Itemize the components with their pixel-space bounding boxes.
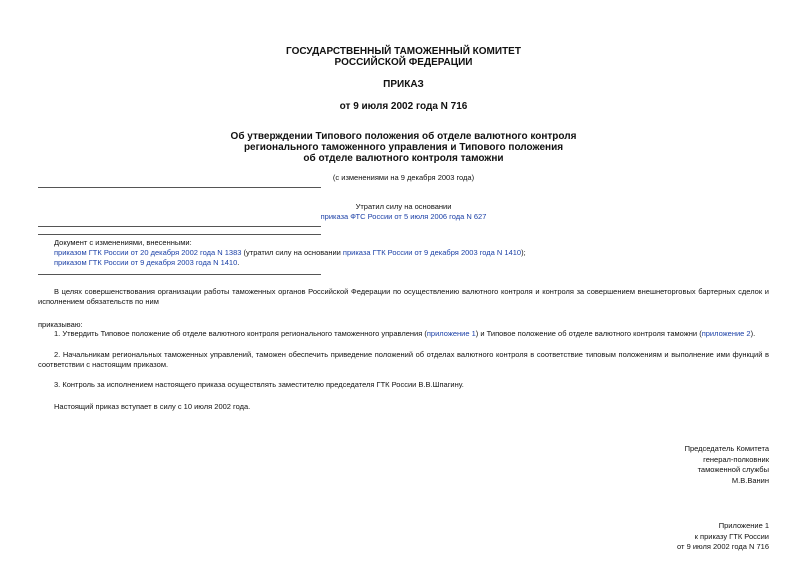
invalidated-text: Утратил силу на основании <box>355 202 452 211</box>
signature-position: Председатель Комитета <box>684 444 769 453</box>
amendment-item-1-end: ); <box>521 248 526 257</box>
amendment-item-2 <box>54 258 769 267</box>
divider <box>38 226 321 227</box>
appendix-title: Приложение 1 <box>718 521 769 530</box>
paragraph-1 <box>38 329 769 339</box>
amendment-link-1410b[interactable]: приказом ГТК России от 9 декабря 2003 года N 1410 <box>54 258 238 267</box>
order-word: приказываю: <box>38 320 83 329</box>
doc-title-line3: об отделе валютного контроля таможни <box>303 153 504 164</box>
paragraph-3: 3. Контроль за исполнением настоящего приказа осуществлять заместителю председателя ГТК России В.В.Шпагину. <box>54 380 464 389</box>
appendix-ref: к приказу ГТК России <box>694 531 769 541</box>
appendix-date: от 9 июля 2002 года N 716 <box>677 542 769 551</box>
divider <box>38 234 321 235</box>
amendment-link-1410a[interactable]: приказа ГТК России от 9 декабря 2003 года N 1410 <box>342 248 522 257</box>
amendment-item-2-end: . <box>237 258 240 267</box>
appendix-reference <box>677 521 769 553</box>
signature-block <box>685 444 769 486</box>
org-name-line2: РОССИЙСКОЙ ФЕДЕРАЦИИ <box>334 57 473 68</box>
paragraph-1-mid: ) и Типовое положение об отделе валютного контроля таможни ( <box>475 329 702 338</box>
paragraph-4: Настоящий приказ вступает в силу с 10 июля 2002 года. <box>54 402 251 411</box>
signature-rank: генерал-полковник <box>703 454 769 464</box>
doc-type: ПРИКАЗ <box>383 79 424 90</box>
amendments-block <box>54 238 769 267</box>
doc-title-line1: Об утверждении Типового положения об отделе валютного контроля <box>230 131 577 142</box>
invalidated-link-wrap <box>0 212 807 221</box>
invalidated-link[interactable]: приказа ФТС России от 5 июля 2006 года N 627 <box>320 212 487 221</box>
divider <box>38 274 321 275</box>
amendments-intro: Документ с изменениями, внесенными: <box>54 238 192 247</box>
revision-note: (с изменениями на 9 декабря 2003 года) <box>332 173 475 182</box>
paragraph-2: 2. Начальникам региональных таможенных управлений, таможен обеспечить приведение положений об отделах валютного контроля в соответствие типовым положениям и выполнение ими функций в соответствии с настоящим приказом. <box>38 350 769 369</box>
doc-title-line2: регионального таможенного управления и Типового положения <box>243 142 564 153</box>
preamble: В целях совершенствования организации работы таможенных органов Российской Федерации по осуществлению валютного контроля и контроля за совершением внешнеторговых бартерных сделок и исполнением обязательств по ним <box>38 287 769 306</box>
divider <box>38 187 321 188</box>
amendment-item-1-mid: (утратил силу на основании <box>241 248 343 257</box>
paragraph-1-start: 1. Утвердить Типовое положение об отделе валютного контроля регионального таможенного управления ( <box>54 329 427 338</box>
doc-date: от 9 июля 2002 года N 716 <box>339 101 468 112</box>
paragraph-1-end: ). <box>750 329 756 338</box>
appendix-1-link[interactable]: приложение 1 <box>426 329 476 338</box>
org-name-line1: ГОСУДАРСТВЕННЫЙ ТАМОЖЕННЫЙ КОМИТЕТ <box>286 46 521 57</box>
amendment-link-1383[interactable]: приказом ГТК России от 20 декабря 2002 года N 1383 <box>54 248 242 257</box>
amendment-item-1 <box>54 248 769 257</box>
appendix-2-link[interactable]: приложение 2 <box>701 329 751 338</box>
signature-service: таможенной службы <box>697 465 769 474</box>
signature-name: М.В.Ванин <box>731 475 769 485</box>
